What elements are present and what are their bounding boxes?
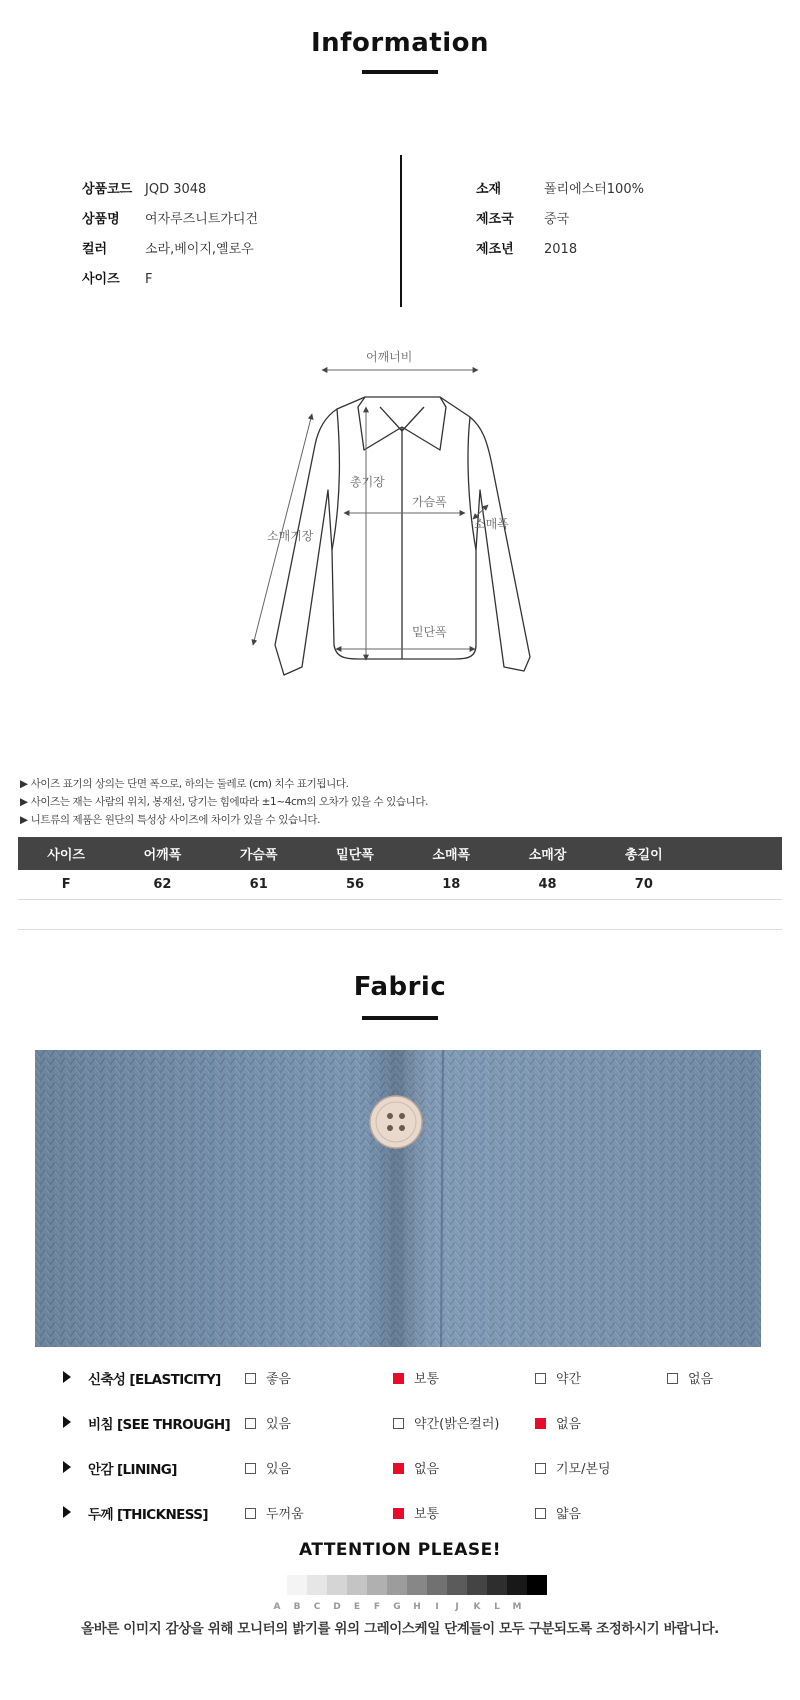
info-key: 컬러 [82,242,108,257]
info-value: 소라,베이지,옐로우 [145,242,254,257]
grayscale-letter: K [473,1602,481,1612]
grayscale-letter: I [435,1602,439,1612]
label-total-length: 총기장 [350,475,385,489]
checkbox-icon [245,1508,256,1519]
checkbox-checked-icon [393,1508,404,1519]
option-normal [393,1503,439,1522]
table-cell-spacer [692,870,782,899]
table-header-spacer [692,837,782,870]
info-value: 여자루즈니트가디건 [145,212,259,227]
info-value: 중국 [544,212,570,227]
grayscale-letter: B [293,1602,301,1612]
checkbox-checked-icon [393,1373,404,1384]
table-header-cell: 소매장 [499,837,595,870]
grayscale-letter: H [413,1602,421,1612]
label-shoulder: 어깨너비 [366,350,413,364]
table-header-cell: 소매폭 [403,837,499,870]
option-label: 기모/본딩 [556,1462,611,1477]
checkbox-icon [535,1463,546,1474]
button-icon [370,1096,422,1148]
option-yes [245,1413,291,1432]
table-cell: F [18,870,114,899]
grayscale-swatch [367,1575,387,1595]
option-label: 있음 [266,1462,292,1477]
attention-message: 올바른 이미지 감상을 위해 모니터의 밝기를 위의 그레이스케일 단계들이 모두 구분되도록 조정하시기 바랍니다. [81,1621,719,1637]
property-label: 안감 [LINING] [88,1462,177,1478]
property-label: 신축성 [ELASTICITY] [88,1372,221,1388]
table-header-cell: 총길이 [596,837,692,870]
info-row-country [476,210,569,230]
grayscale-letter: G [393,1602,401,1612]
checkbox-icon [535,1373,546,1384]
checkbox-icon [667,1373,678,1384]
option-thin [535,1503,581,1522]
info-value: JQD 3048 [145,182,207,197]
checkbox-icon [245,1373,256,1384]
grayscale-swatch [507,1575,527,1595]
size-table [18,837,782,900]
grayscale-swatch [287,1575,307,1595]
option-label: 없음 [414,1462,440,1477]
property-elasticity [0,1366,800,1390]
info-key: 상품명 [82,212,120,227]
section-divider [18,929,782,930]
option-none [393,1458,439,1477]
play-arrow-icon [63,1371,71,1383]
option-label: 좋음 [266,1372,292,1387]
option-label: 없음 [688,1372,714,1387]
option-slight-light [393,1413,500,1432]
info-row-name [82,210,258,230]
grayscale-swatch [527,1575,547,1595]
grayscale-swatch [327,1575,347,1595]
property-thickness [0,1501,800,1525]
table-cell: 48 [499,870,595,899]
info-row-color [82,240,254,260]
table-cell: 70 [596,870,692,899]
cardigan-outline-icon [240,345,560,685]
info-value: F [145,272,153,287]
info-value: 폴리에스터100% [544,182,644,197]
option-none [667,1368,713,1387]
label-sleeve-width: 소매폭 [474,517,509,531]
option-label: 없음 [556,1417,582,1432]
table-cell: 18 [403,870,499,899]
label-hem: 밑단폭 [412,625,447,639]
option-brushed [535,1458,611,1477]
note-line: ▶ 니트류의 제품은 원단의 특성상 사이즈에 차이가 있을 수 있습니다. [20,814,321,826]
grayscale-swatch [467,1575,487,1595]
grayscale-swatch [427,1575,447,1595]
fabric-title: Fabric [353,972,447,1002]
info-row-size [82,270,152,290]
option-label: 두꺼움 [266,1507,304,1522]
grayscale-letter: J [455,1602,459,1612]
attention-title: ATTENTION PLEASE! [299,1540,501,1560]
option-good [245,1368,291,1387]
size-notes [20,775,780,829]
grayscale-letter: M [512,1602,522,1612]
info-key: 상품코드 [82,182,133,197]
grayscale-letter: A [273,1602,281,1612]
note-line: ▶ 사이즈 표기의 상의는 단면 폭으로, 하의는 둘레로 (cm) 치수 표기됩니다. [20,778,349,790]
grayscale-letter: L [494,1602,500,1612]
info-key: 제조국 [476,212,514,227]
option-label: 얇음 [556,1507,582,1522]
grayscale-bar [287,1575,547,1595]
checkbox-icon [393,1418,404,1429]
info-row-code [82,180,206,200]
information-title: Information [310,28,490,58]
checkbox-icon [245,1418,256,1429]
table-header-row [18,837,782,870]
table-header-cell: 어깨폭 [114,837,210,870]
fabric-photo [35,1050,761,1347]
grayscale-letter: C [313,1602,321,1612]
info-row-year [476,240,577,260]
grayscale-letter: E [353,1602,361,1612]
table-header-cell: 사이즈 [18,837,114,870]
checkbox-checked-icon [393,1463,404,1474]
info-key: 소재 [476,182,502,197]
table-header-cell: 가슴폭 [211,837,307,870]
option-label: 있음 [266,1417,292,1432]
option-label: 보통 [414,1372,440,1387]
grayscale-letter: F [373,1602,381,1612]
property-label: 비침 [SEE THROUGH] [88,1417,231,1433]
play-arrow-icon [63,1416,71,1428]
info-row-material [476,180,644,200]
fabric-title-underline [362,1016,438,1020]
option-label: 보통 [414,1507,440,1522]
option-slight [535,1368,581,1387]
table-row [18,870,782,899]
option-thick [245,1503,304,1522]
table-cell: 62 [114,870,210,899]
grayscale-letters [267,1602,527,1612]
property-see-through [0,1411,800,1435]
play-arrow-icon [63,1506,71,1518]
info-value: 2018 [544,242,578,257]
label-sleeve-length: 소매기장 [267,529,314,543]
grayscale-swatch [347,1575,367,1595]
table-header-cell: 밑단폭 [307,837,403,870]
grayscale-swatch [307,1575,327,1595]
grayscale-swatch [407,1575,427,1595]
checkbox-checked-icon [535,1418,546,1429]
option-none [535,1413,581,1432]
measurement-diagram [240,345,560,685]
info-key: 사이즈 [82,272,120,287]
option-normal [393,1368,439,1387]
label-chest: 가슴폭 [412,495,447,509]
option-label: 약간 [556,1372,582,1387]
option-label: 약간(밝은컬러) [414,1417,500,1432]
info-divider [400,155,402,307]
checkbox-icon [535,1508,546,1519]
play-arrow-icon [63,1461,71,1473]
note-line: ▶ 사이즈는 재는 사람의 위치, 봉재선, 당기는 힘에따라 ±1~4cm의 오차가 있을 수 있습니다. [20,796,429,808]
option-yes [245,1458,291,1477]
grayscale-swatch [447,1575,467,1595]
table-cell: 61 [211,870,307,899]
grayscale-swatch [487,1575,507,1595]
property-lining [0,1456,800,1480]
property-label: 두께 [THICKNESS] [88,1507,208,1523]
product-info [0,155,800,310]
knit-fabric-image [35,1050,761,1347]
grayscale-swatch [387,1575,407,1595]
grayscale-letter: D [333,1602,341,1612]
table-cell: 56 [307,870,403,899]
information-title-underline [362,70,438,74]
checkbox-icon [245,1463,256,1474]
info-key: 제조년 [476,242,514,257]
